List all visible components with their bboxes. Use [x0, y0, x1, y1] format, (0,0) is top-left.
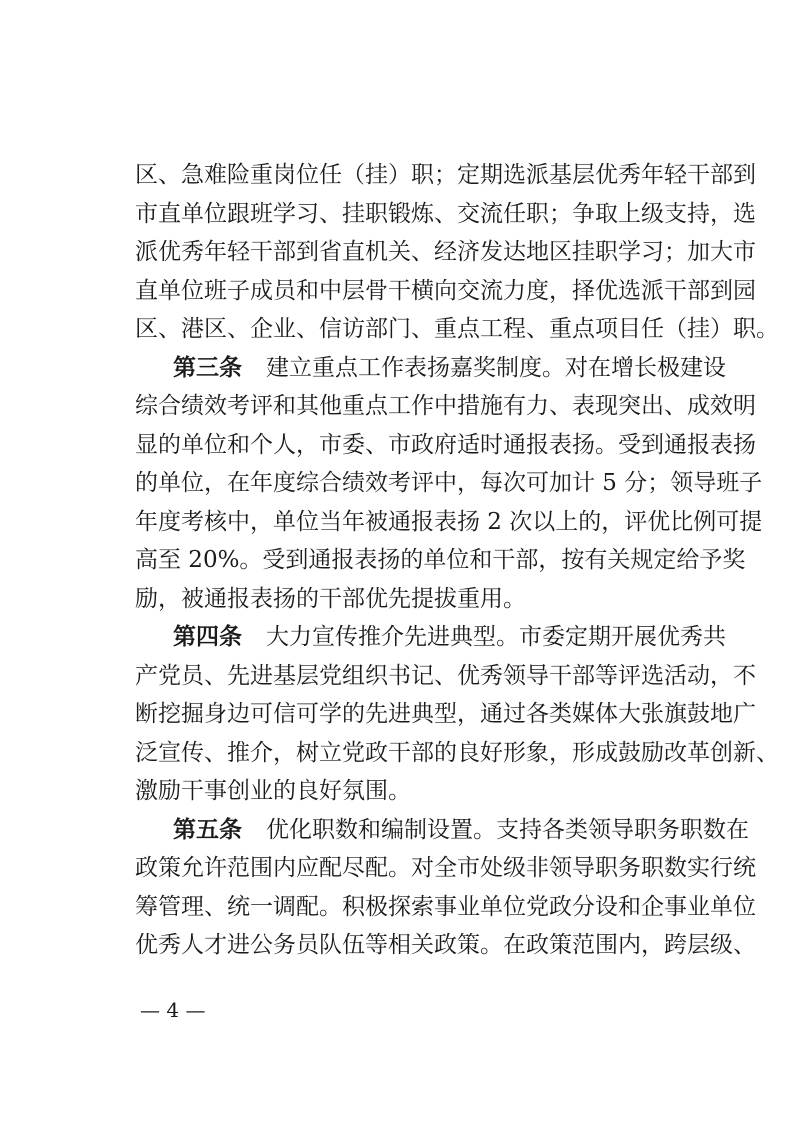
- body-line: 励，被通报表扬的干部优先提拔重用。: [135, 586, 526, 612]
- article-4-text: 大力宣传推介先进典型。市委定期开展优秀共: [266, 624, 726, 650]
- article-5-first-line: [173, 810, 749, 850]
- body-line: 优秀人才进公务员队伍等相关政策。在政策范围内，跨层级、: [135, 932, 756, 958]
- body-line: 政策允许范围内应配尽配。对全市处级非领导职务职数实行统: [135, 855, 756, 881]
- body-line: 市直单位跟班学习、挂职锻炼、交流任职；争取上级支持，选: [135, 201, 756, 227]
- body-line: 筹管理、统一调配。积极探索事业单位党政分设和企事业单位: [135, 894, 756, 920]
- article-3-text: 建立重点工作表扬嘉奖制度。对在增长极建设: [266, 355, 726, 381]
- body-line: 综合绩效考评和其他重点工作中措施有力、表现突出、成效明: [135, 393, 756, 419]
- body-line: 区、急难险重岗位任（挂）职；定期选派基层优秀年轻干部到: [135, 162, 756, 188]
- body-line: 激励干事创业的良好氛围。: [135, 778, 411, 804]
- body-line: 的单位，在年度综合绩效考评中，每次可加计 5 分；领导班子: [135, 470, 763, 496]
- body-line: 断挖掘身边可信可学的先进典型，通过各类媒体大张旗鼓地广: [135, 701, 756, 727]
- body-line: 高至 20%。受到通报表扬的单位和干部，按有关规定给予奖: [135, 547, 746, 573]
- body-line: 产党员、先进基层党组织书记、优秀领导干部等评选活动，不: [135, 663, 756, 689]
- article-5-heading: 第五条: [173, 817, 242, 843]
- body-line: 显的单位和个人，市委、市政府适时通报表扬。受到通报表扬: [135, 432, 756, 458]
- body-line: 直单位班子成员和中层骨干横向交流力度，择优选派干部到园: [135, 278, 756, 304]
- article-3-first-line: [173, 348, 726, 388]
- body-line: 泛宣传、推介，树立党政干部的良好形象，形成鼓励改革创新、: [135, 740, 779, 766]
- body-line: 年度考核中，单位当年被通报表扬 2 次以上的，评优比例可提: [135, 509, 763, 535]
- article-4-heading: 第四条: [173, 624, 242, 650]
- body-line: 区、港区、企业、信访部门、重点工程、重点项目任（挂）职。: [135, 316, 779, 342]
- body-line: 派优秀年轻干部到省直机关、经济发达地区挂职学习；加大市: [135, 239, 756, 265]
- page-number: — 4 —: [140, 998, 206, 1022]
- article-4-first-line: [173, 617, 726, 657]
- article-3-heading: 第三条: [173, 355, 242, 381]
- article-5-text: 优化职数和编制设置。支持各类领导职务职数在: [266, 817, 749, 843]
